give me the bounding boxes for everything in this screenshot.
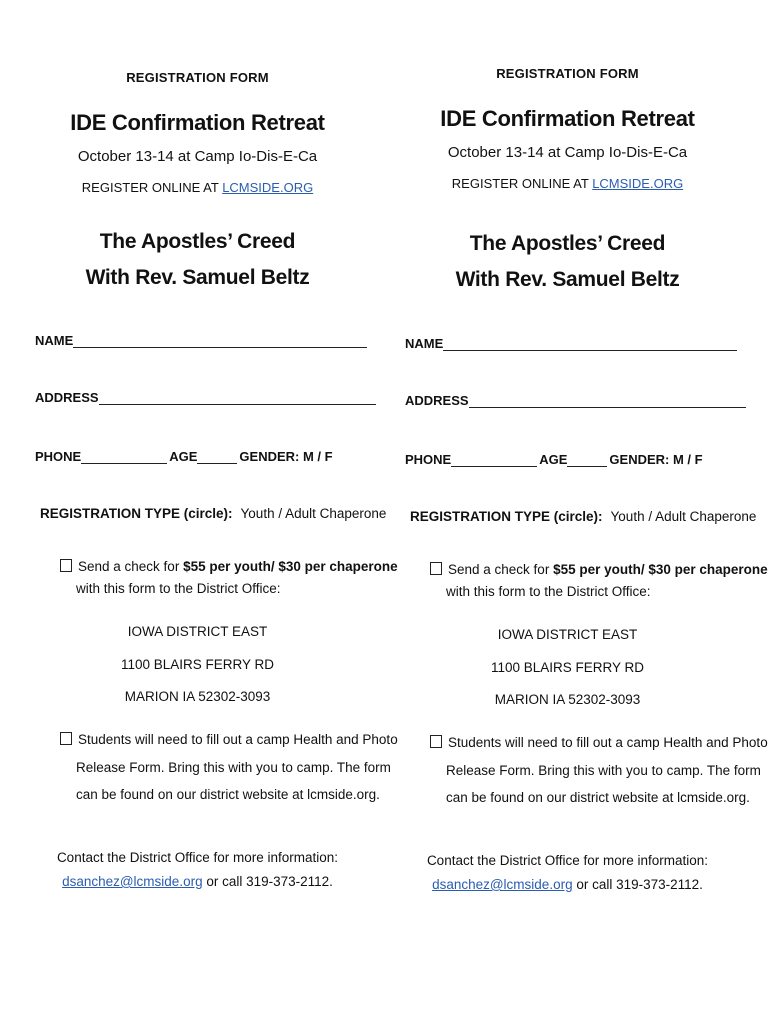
- gender-label[interactable]: GENDER: M / F: [609, 452, 703, 467]
- phone-label: PHONE: [35, 449, 82, 464]
- subtitle-speaker: With Rev. Samuel Beltz: [85, 266, 310, 289]
- phone-input-line[interactable]: [81, 450, 167, 464]
- payment-amounts: $55 per youth/ $30 per chaperone: [553, 562, 768, 577]
- contact-line: Contact the District Office for more information:: [56, 850, 339, 865]
- registration-type-options[interactable]: Youth / Adult Chaperone: [610, 509, 757, 524]
- name-label: NAME: [405, 336, 444, 351]
- phone-input-line[interactable]: [451, 453, 537, 467]
- age-input-line[interactable]: [197, 450, 237, 464]
- address-label: ADDRESS: [35, 390, 99, 405]
- health-line2: Release Form. Bring this with you to camp. The form: [446, 763, 761, 778]
- phone-text: or call 319-373-2112.: [202, 874, 333, 889]
- contact-details: [25, 874, 370, 889]
- health-form-item: [60, 729, 398, 806]
- register-online-line: [25, 180, 370, 195]
- address-label: ADDRESS: [405, 393, 469, 408]
- payment-line2: with this form to the District Office:: [446, 584, 651, 599]
- address-field-row: [405, 393, 748, 408]
- name-label: NAME: [35, 333, 74, 348]
- health-form-item: [430, 732, 768, 809]
- form-header: REGISTRATION FORM: [126, 70, 269, 85]
- contact-line: Contact the District Office for more information:: [426, 853, 709, 868]
- phone-age-gender-row: [35, 449, 333, 464]
- register-prefix: REGISTER ONLINE AT: [451, 176, 593, 191]
- health-line1: Students will need to fill out a camp Health and Photo: [448, 735, 768, 750]
- address-line-3: MARION IA 52302-3093: [494, 692, 641, 707]
- email-link[interactable]: dsanchez@lcmside.org: [62, 874, 203, 889]
- phone-label: PHONE: [405, 452, 452, 467]
- registration-type-row: [40, 506, 386, 521]
- checkbox-icon[interactable]: [430, 562, 442, 575]
- address-input-line[interactable]: [99, 391, 376, 405]
- address-line-2: 1100 BLAIRS FERRY RD: [490, 660, 645, 675]
- registration-type-label: REGISTRATION TYPE (circle):: [410, 509, 603, 524]
- name-field-row: [35, 333, 369, 348]
- address-line-1: IOWA DISTRICT EAST: [497, 627, 638, 642]
- phone-text: or call 319-373-2112.: [572, 877, 703, 892]
- register-link[interactable]: LCMSIDE.ORG: [592, 176, 684, 191]
- contact-details: [395, 877, 740, 892]
- checkbox-icon[interactable]: [60, 732, 72, 745]
- event-title: IDE Confirmation Retreat: [440, 106, 695, 131]
- event-title: IDE Confirmation Retreat: [70, 110, 325, 135]
- address-line-1: IOWA DISTRICT EAST: [127, 624, 268, 639]
- checkbox-icon[interactable]: [430, 735, 442, 748]
- health-line1: Students will need to fill out a camp Health and Photo: [78, 732, 398, 747]
- age-label: AGE: [169, 449, 198, 464]
- address-line-2: 1100 BLAIRS FERRY RD: [120, 657, 275, 672]
- subtitle-speaker: With Rev. Samuel Beltz: [455, 268, 680, 291]
- name-input-line[interactable]: [73, 334, 367, 348]
- address-input-line[interactable]: [469, 394, 746, 408]
- name-input-line[interactable]: [443, 337, 737, 351]
- check-payment-item: [60, 556, 398, 600]
- registration-type-options[interactable]: Youth / Adult Chaperone: [240, 506, 387, 521]
- address-line-3: MARION IA 52302-3093: [124, 689, 271, 704]
- health-line3: can be found on our district website at lcmside.org.: [446, 790, 750, 805]
- checkbox-icon[interactable]: [60, 559, 72, 572]
- payment-amounts: $55 per youth/ $30 per chaperone: [183, 559, 398, 574]
- payment-line2: with this form to the District Office:: [76, 581, 281, 596]
- health-line3: can be found on our district website at lcmside.org.: [76, 787, 380, 802]
- check-payment-item: [430, 559, 768, 603]
- email-link[interactable]: dsanchez@lcmside.org: [432, 877, 573, 892]
- age-label: AGE: [539, 452, 568, 467]
- subtitle-creed: The Apostles’ Creed: [469, 232, 666, 255]
- name-field-row: [405, 336, 739, 351]
- payment-prefix: Send a check for: [448, 562, 554, 577]
- form-header: REGISTRATION FORM: [496, 66, 639, 81]
- subtitle-creed: The Apostles’ Creed: [99, 230, 296, 253]
- address-field-row: [35, 390, 378, 405]
- registration-type-label: REGISTRATION TYPE (circle):: [40, 506, 233, 521]
- health-line2: Release Form. Bring this with you to camp. The form: [76, 760, 391, 775]
- phone-age-gender-row: [405, 452, 703, 467]
- event-date-location: October 13-14 at Camp Io-Dis-E-Ca: [77, 148, 318, 165]
- payment-prefix: Send a check for: [78, 559, 184, 574]
- register-prefix: REGISTER ONLINE AT: [81, 180, 223, 195]
- event-date-location: October 13-14 at Camp Io-Dis-E-Ca: [447, 144, 688, 161]
- gender-label[interactable]: GENDER: M / F: [239, 449, 333, 464]
- register-online-line: [395, 176, 740, 191]
- age-input-line[interactable]: [567, 453, 607, 467]
- registration-type-row: [410, 509, 756, 524]
- register-link[interactable]: LCMSIDE.ORG: [222, 180, 314, 195]
